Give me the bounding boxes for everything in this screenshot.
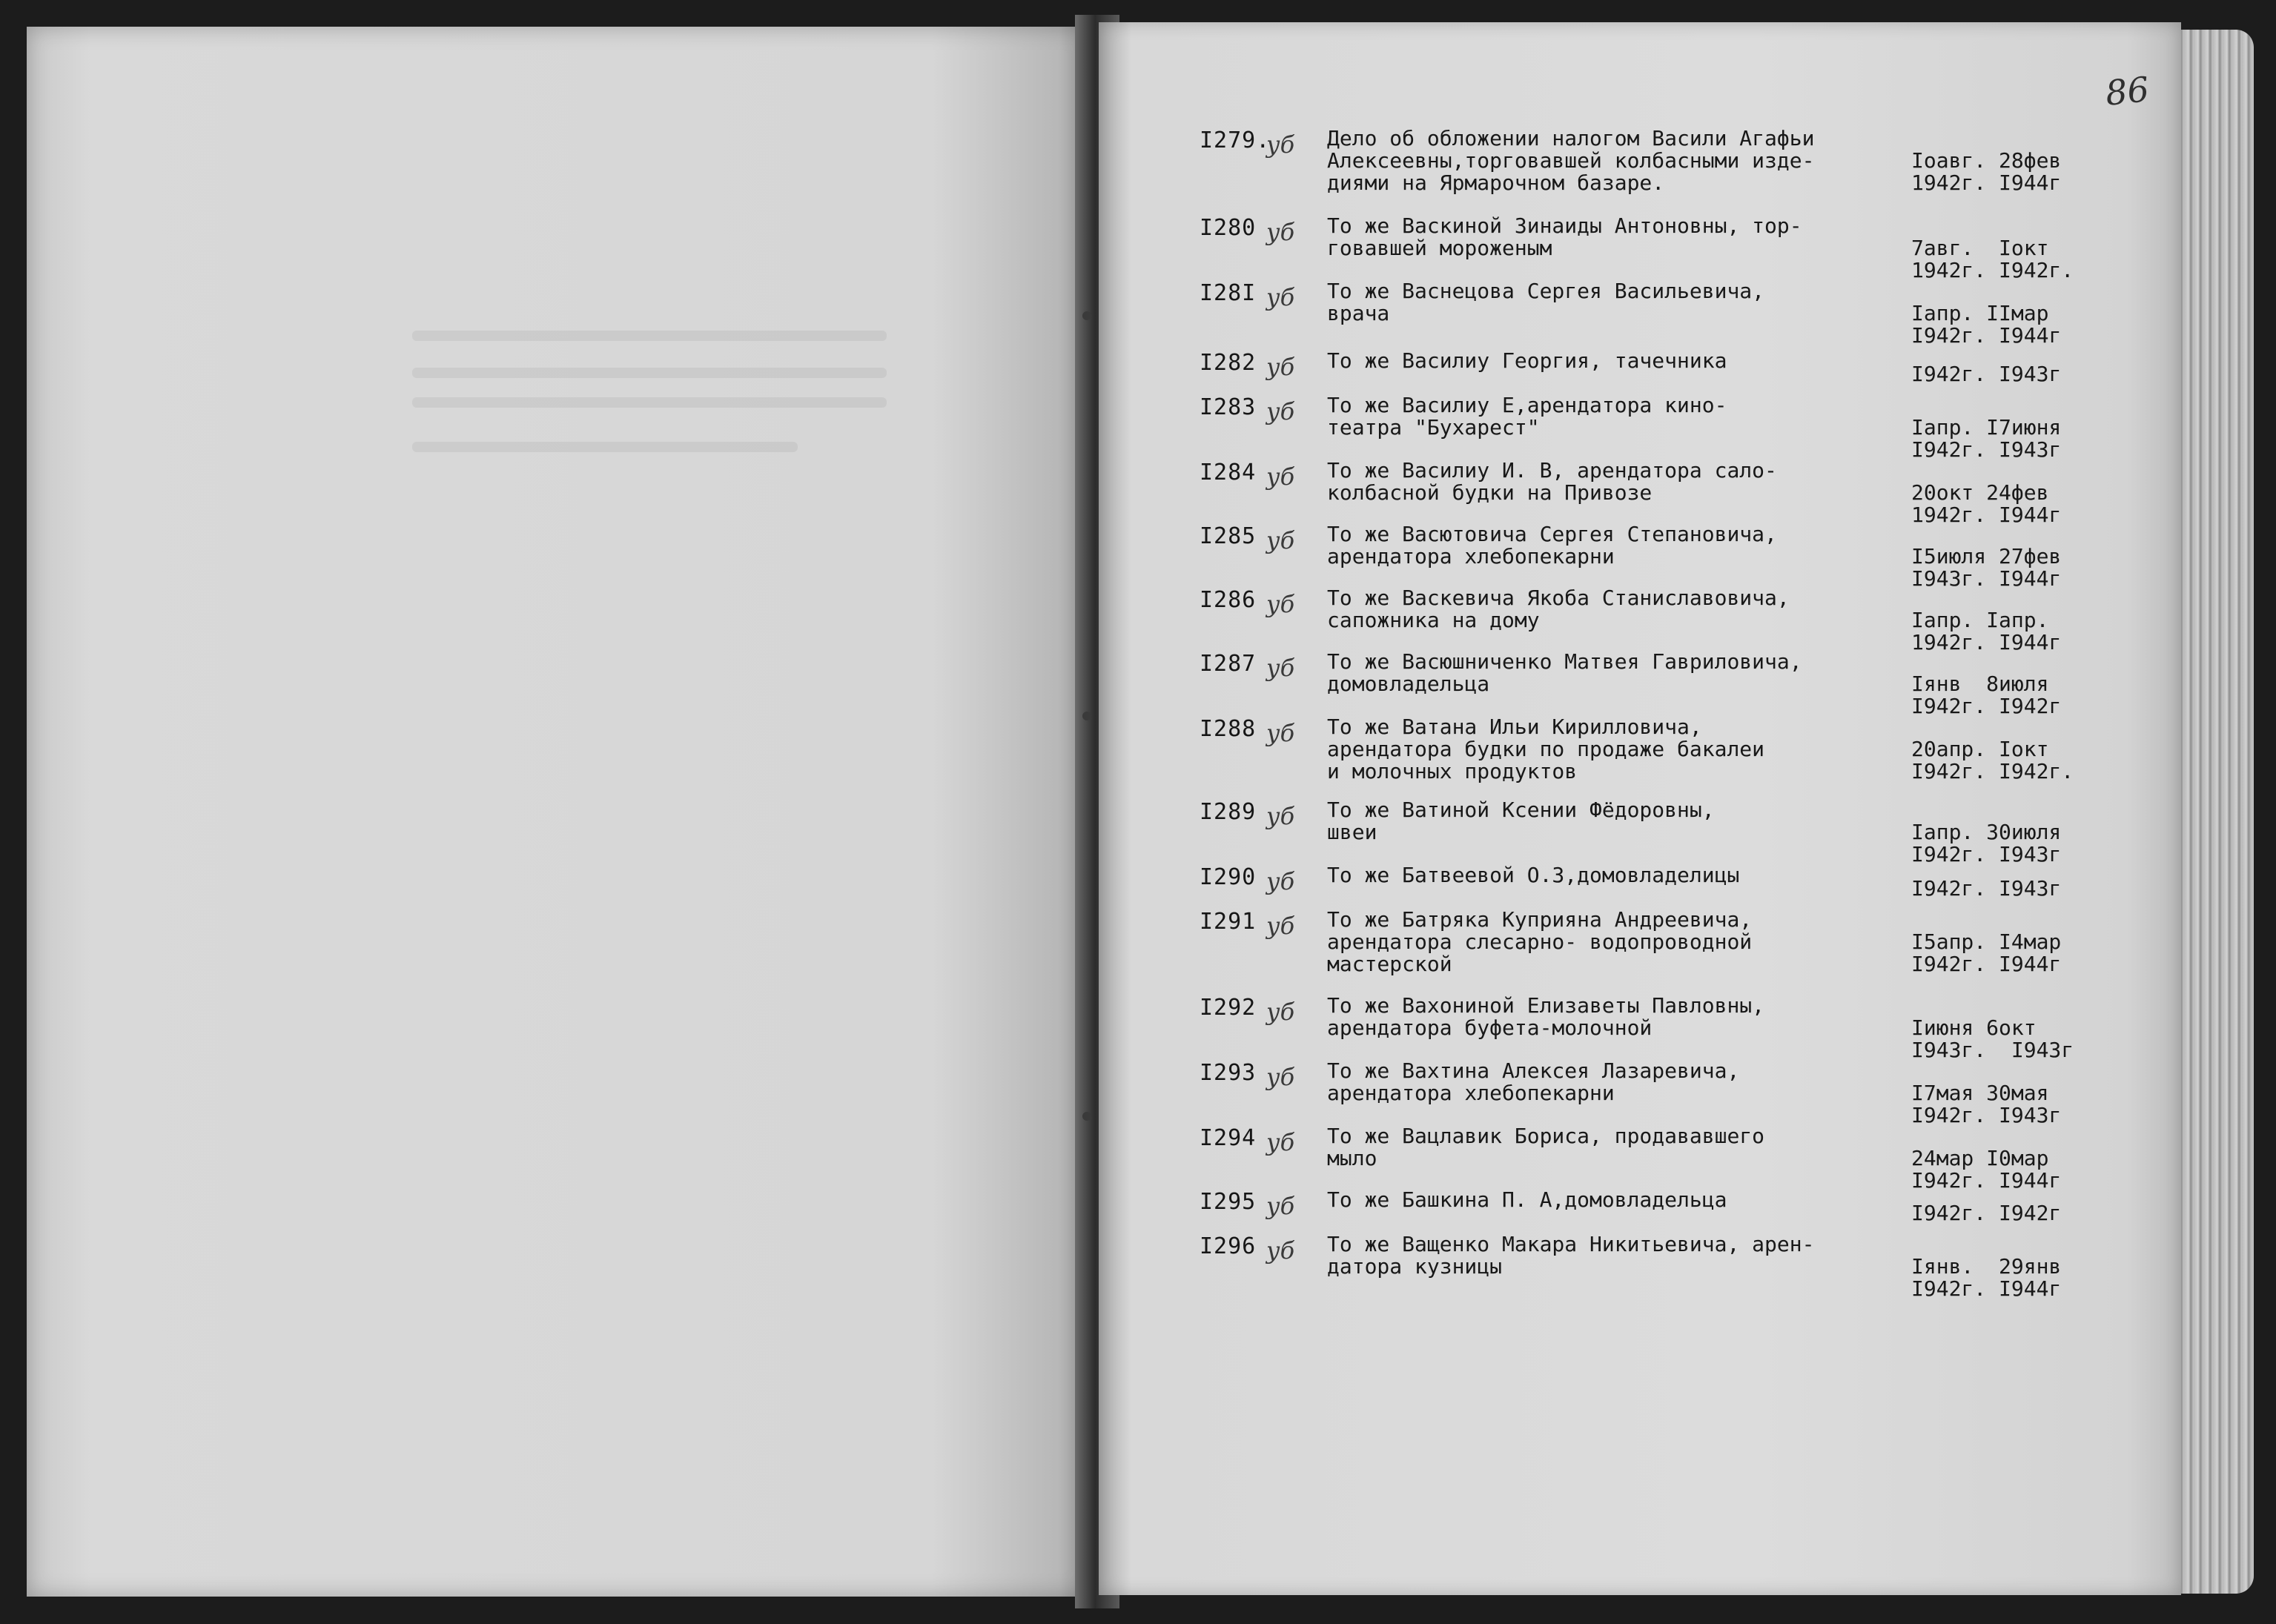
handwritten-mark: уб xyxy=(1266,1063,1295,1091)
handwritten-mark: уб xyxy=(1266,397,1295,425)
entry-description: То же Ващенко Макара Никитьевича, арен- датора кузницы xyxy=(1327,1232,1815,1279)
entry-number: I292 xyxy=(1200,995,1257,1021)
entry-number: I294 xyxy=(1200,1125,1257,1151)
entry-number: I295 xyxy=(1200,1189,1257,1215)
handwritten-mark: уб xyxy=(1266,218,1295,246)
entry-dates: I942г. I942г xyxy=(1911,1201,2062,1225)
entry-dates: 20апр. Iокт I942г. I942г. xyxy=(1911,737,2074,783)
entry-description: Дело об обложении налогом Васили Агафьи Алексеевны,торговавшей колбасными изде- диями на Ярмарочном базаре. xyxy=(1327,126,1815,195)
entry-description: То же Василиу Е,арендатора кино- театра "Бухарест" xyxy=(1327,393,1727,440)
entry-description: То же Батряка Куприяна Андреевича, арендатора слесарно- водопроводной мастерской xyxy=(1327,907,1753,976)
bleed-through-line xyxy=(412,397,887,408)
entry-number: I287 xyxy=(1200,651,1257,677)
entry-dates: Iапр. IIмар I942г. I944г xyxy=(1911,301,2062,348)
handwritten-mark: уб xyxy=(1266,590,1295,618)
entry-dates: I5апр. I4мар I942г. I944г xyxy=(1911,929,2062,976)
handwritten-mark: уб xyxy=(1266,463,1295,491)
entry-number: I282 xyxy=(1200,350,1257,376)
handwritten-mark: уб xyxy=(1266,353,1295,381)
entry-number: I293 xyxy=(1200,1060,1257,1086)
handwritten-mark: уб xyxy=(1266,654,1295,682)
entry-dates: Iянв 8июля I942г. I942г xyxy=(1911,672,2062,718)
entry-number: I283 xyxy=(1200,394,1257,420)
entry-description: То же Ватиной Ксении Фёдоровны, швеи xyxy=(1327,798,1715,844)
bleed-through-line xyxy=(412,331,887,341)
entry-number: I286 xyxy=(1200,587,1257,613)
entry-description: То же Батвеевой О.З,домовладелицы xyxy=(1327,863,1740,887)
handwritten-mark: уб xyxy=(1266,130,1295,159)
binding-hole xyxy=(1082,1112,1091,1121)
entry-description: То же Васкевича Якоба Станиславовича, сапожника на дому xyxy=(1327,586,1790,632)
entry-description: То же Васюшниченко Матвея Гавриловича, домовладельца xyxy=(1327,649,1802,696)
entry-description: То же Васкиной Зинаиды Антоновны, тор- говавшей мороженым xyxy=(1327,213,1802,260)
handwritten-mark: уб xyxy=(1266,1236,1295,1265)
handwritten-mark: уб xyxy=(1266,1192,1295,1220)
handwritten-mark: уб xyxy=(1266,283,1295,311)
entry-description: То же Ватана Ильи Кирилловича, арендатора будки по продаже бакалеи и молочных продуктов xyxy=(1327,715,1765,783)
entry-dates: Iиюня 6окт I943г. I943г xyxy=(1911,1015,2074,1062)
entry-dates: 24мар I0мар I942г. I944г xyxy=(1911,1146,2062,1193)
handwritten-mark: уб xyxy=(1266,526,1295,554)
entry-dates: I942г. I943г xyxy=(1911,876,2062,901)
entry-description: То же Вацлавик Бориса, продававшего мыло xyxy=(1327,1124,1765,1170)
binding-hole xyxy=(1082,712,1091,720)
entry-number: I28I xyxy=(1200,280,1257,306)
entry-description: То же Вахтина Алексея Лазаревича, арендатора хлебопекарни xyxy=(1327,1058,1740,1105)
handwritten-page-number: 86 xyxy=(2103,69,2151,113)
entry-dates: Iапр. I7июня I942г. I943г xyxy=(1911,415,2062,462)
entry-dates: I942г. I943г xyxy=(1911,362,2062,386)
entry-dates: I5июля 27фев I943г. I944г xyxy=(1911,544,2062,591)
entry-number: I288 xyxy=(1200,716,1257,742)
entry-description: То же Василиу Георгия, тачечника xyxy=(1327,348,1727,373)
entry-dates: Iапр. Iапр. 1942г. I944г xyxy=(1911,608,2062,654)
bleed-through-line xyxy=(412,368,887,378)
bleed-through-line xyxy=(412,442,798,452)
entry-number: I289 xyxy=(1200,799,1257,825)
entry-number: I284 xyxy=(1200,460,1257,485)
handwritten-mark: уб xyxy=(1266,1128,1295,1156)
entry-number: I279. xyxy=(1200,127,1271,153)
entry-description: То же Вахониной Елизаветы Павловны, арендатора буфета-молочной xyxy=(1327,993,1765,1040)
handwritten-mark: уб xyxy=(1266,912,1295,940)
entry-number: I280 xyxy=(1200,215,1257,241)
entry-number: I296 xyxy=(1200,1233,1257,1259)
handwritten-mark: уб xyxy=(1266,867,1295,895)
entry-dates: Iоавг. 28фев 1942г. I944г xyxy=(1911,148,2062,195)
entry-dates: 20окт 24фев 1942г. I944г xyxy=(1911,480,2062,527)
entry-dates: Iапр. 30июля I942г. I943г xyxy=(1911,820,2062,866)
entry-dates: I7мая 30мая I942г. I943г xyxy=(1911,1081,2062,1127)
binding-hole xyxy=(1082,311,1091,320)
handwritten-mark: уб xyxy=(1266,998,1295,1026)
entry-description: То же Васнецова Сергея Васильевича, врача xyxy=(1327,279,1765,325)
entry-description: То же Василиу И. В, арендатора сало- колбасной будки на Привозе xyxy=(1327,458,1777,505)
entry-dates: Iянв. 29янв I942г. I944г xyxy=(1911,1254,2062,1301)
entry-number: I285 xyxy=(1200,523,1257,549)
left-page-blank xyxy=(27,27,1091,1597)
entry-number: I290 xyxy=(1200,864,1257,890)
entry-description: То же Васютовича Сергея Степановича, арендатора хлебопекарни xyxy=(1327,522,1777,569)
handwritten-mark: уб xyxy=(1266,719,1295,747)
entry-dates: 7авг. Iокт 1942г. I942г. xyxy=(1911,236,2074,282)
handwritten-mark: уб xyxy=(1266,802,1295,830)
entry-description: То же Башкина П. А,домовладельца xyxy=(1327,1187,1727,1212)
entry-number: I291 xyxy=(1200,909,1257,935)
